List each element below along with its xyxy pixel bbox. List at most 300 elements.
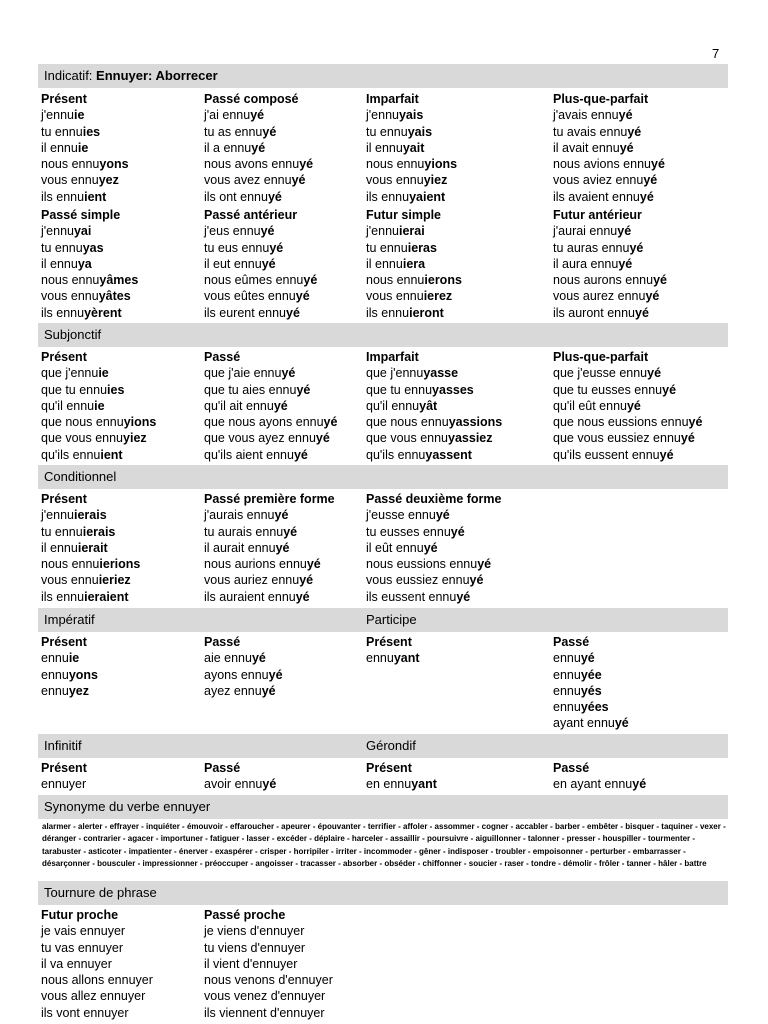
- conjugation-ending: yé: [293, 447, 308, 462]
- conjugation-line: [204, 1005, 333, 1021]
- conjugation-ending: yas: [82, 240, 104, 255]
- conjugation-stem: ennu: [553, 651, 581, 666]
- conjugation-line: [204, 507, 335, 523]
- conjugation-ending: yé: [618, 256, 633, 271]
- conjugation-line: [41, 382, 156, 398]
- conjugation-ending: yé: [477, 557, 492, 572]
- conjugation-line: [366, 189, 457, 205]
- conjugation-stem: vous avez ennu: [204, 173, 292, 188]
- conjugation-line: [41, 683, 98, 699]
- conjugation-ending: yé: [262, 777, 277, 792]
- conjugation-ending: yant: [393, 651, 420, 666]
- conjugation-ending: yé: [315, 431, 330, 446]
- conjugation-stem: il ennu: [41, 256, 78, 271]
- conjugation-line: [553, 107, 665, 123]
- conjugation-ending: yé: [688, 415, 703, 430]
- conjugation-stem: vous ennu: [366, 173, 424, 188]
- conjugation-ending: ierait: [77, 540, 108, 555]
- conjugation-line: [41, 365, 156, 381]
- conjugation-line: [41, 556, 140, 572]
- conjugation-stem: ennu: [41, 651, 69, 666]
- indicatif-futur-simple: [366, 207, 462, 321]
- conjugation-line: [204, 940, 333, 956]
- conjugation-stem: nous ennu: [41, 157, 100, 172]
- conjugation-line: [41, 667, 98, 683]
- conjugation-ending: yé: [653, 273, 667, 288]
- conjugation-stem: il ennu: [366, 256, 403, 271]
- conjugation-line: [41, 507, 140, 523]
- indicatif-present: [41, 91, 129, 205]
- conjugation-ending: yé: [635, 305, 649, 320]
- conjugation-ending: yé: [323, 415, 338, 430]
- conjugation-line: [366, 398, 502, 414]
- conjugation-stem: nous aurons ennu: [553, 273, 654, 288]
- conjugation-line: [553, 430, 702, 446]
- tense-title: Plus-que-parfait: [553, 350, 649, 364]
- conjugation-ending: yées: [580, 700, 609, 715]
- conjugation-line: [204, 988, 333, 1004]
- conjugation-line: [204, 272, 317, 288]
- conjugation-line: [366, 124, 457, 140]
- page-number: 7: [712, 46, 720, 61]
- conjugation-ending: yez: [98, 173, 119, 188]
- infinitif-passe: [204, 760, 276, 793]
- conjugation-stem: ennu: [41, 683, 69, 698]
- conjugation-line: [204, 288, 317, 304]
- conjugation-ending: yât: [419, 398, 438, 413]
- conjugation-stem: que vous eussiez ennu: [553, 431, 681, 446]
- conjugation-stem: que nous ayons ennu: [204, 415, 324, 430]
- conjugation-ending: yé: [303, 273, 318, 288]
- conjugation-line: [41, 140, 129, 156]
- conjugation-ending: yé: [291, 173, 306, 188]
- conjugation-stem: j'eusse ennu: [366, 508, 436, 523]
- conjugation-line: [41, 430, 156, 446]
- indicatif-imparfait: [366, 91, 457, 205]
- conjugation-stem: j'avais ennu: [553, 108, 619, 123]
- conjugation-stem: que tu eusses ennu: [553, 382, 663, 397]
- section-band-imperatif-participe: [38, 608, 728, 632]
- conjugation-ending: yiez: [423, 173, 448, 188]
- conjugation-line: [366, 256, 462, 272]
- conjugation-ending: yiez: [123, 431, 147, 446]
- conjugation-ending: yé: [469, 573, 484, 588]
- conjugation-stem: vous aviez ennu: [553, 173, 644, 188]
- conjugation-line: [204, 223, 317, 239]
- conjugation-line: [204, 524, 335, 540]
- conjugation-line: [41, 650, 98, 666]
- conjugation-line: [204, 776, 276, 792]
- conjugation-stem: ils auraient ennu: [204, 589, 296, 604]
- indicatif-passe-simple: [41, 207, 138, 321]
- conjugation-ending: yé: [423, 540, 438, 555]
- conjugation-line: [41, 288, 138, 304]
- conjugation-line: [553, 156, 665, 172]
- tense-title: Passé: [204, 350, 241, 364]
- section-label-imperatif: Impératif: [44, 612, 95, 627]
- conjugation-ending: yé: [629, 240, 644, 255]
- conjugation-stem: j'aurai ennu: [553, 224, 618, 239]
- conjugation-stem: ils ennu: [366, 189, 410, 204]
- conjugation-stem: ennu: [553, 683, 581, 698]
- conjugation-stem: qu'ils ennu: [41, 447, 101, 462]
- conjugation-ending: ierais: [82, 524, 116, 539]
- conjugation-ending: yé: [306, 557, 321, 572]
- conjugation-ending: yé: [627, 124, 642, 139]
- conjugation-ending: yait: [402, 140, 425, 155]
- conjugation-ending: yé: [662, 382, 677, 397]
- section-band-conditionnel: [38, 465, 728, 489]
- conjugation-stem: que tu aies ennu: [204, 382, 297, 397]
- conjugation-line: [204, 382, 337, 398]
- conjugation-ending: yé: [286, 305, 300, 320]
- conjugation-line: [553, 382, 702, 398]
- conjugation-ending: yé: [261, 256, 276, 271]
- conjugation-line: [553, 140, 665, 156]
- conjugation-ending: yé: [647, 366, 662, 381]
- conjugation-stem: tu vas ennuyer: [41, 940, 123, 955]
- conjugation-ending: ieras: [407, 240, 437, 255]
- conjugation-ending: ieriez: [98, 573, 131, 588]
- section-band-subjonctif: [38, 323, 728, 347]
- conjugation-line: [366, 524, 502, 540]
- indicatif-passe-anterieur: [204, 207, 317, 321]
- tense-title: Passé: [553, 635, 590, 649]
- conjugation-ending: yé: [680, 431, 695, 446]
- conjugation-stem: qu'ils aient ennu: [204, 447, 294, 462]
- subjonctif-passe: [204, 349, 337, 463]
- indicatif-futur-anterieur: [553, 207, 667, 321]
- conjugation-line: [553, 667, 629, 683]
- tense-title: Présent: [366, 635, 412, 649]
- conjugation-stem: tu ennu: [41, 240, 83, 255]
- conjugation-line: [204, 447, 337, 463]
- gerondif-present: [366, 760, 437, 793]
- conjugation-ending: ierai: [398, 224, 425, 239]
- tense-title: Passé première forme: [204, 492, 335, 506]
- subjonctif-present: [41, 349, 156, 463]
- conjugation-stem: j'aurais ennu: [204, 508, 275, 523]
- conjugation-line: [553, 414, 702, 430]
- tense-title: Présent: [41, 635, 87, 649]
- tense-title: Futur simple: [366, 208, 442, 222]
- conjugation-line: [41, 189, 129, 205]
- conjugation-stem: tu ennu: [41, 124, 83, 139]
- conjugation-line: [366, 365, 502, 381]
- imperatif-passe: [204, 634, 283, 699]
- conjugation-stem: je vais ennuyer: [41, 924, 126, 939]
- conjugation-ending: yé: [296, 382, 311, 397]
- section-label-tournure: Tournure de phrase: [44, 885, 157, 900]
- section-label-conditionnel: Conditionnel: [44, 469, 117, 484]
- conjugation-line: [41, 972, 153, 988]
- conjugation-line: [204, 398, 337, 414]
- tense-title: Plus-que-parfait: [553, 92, 649, 106]
- conjugation-line: [204, 972, 333, 988]
- conjugation-stem: j'ennu: [366, 108, 399, 123]
- conjugation-stem: ennu: [553, 667, 581, 682]
- conjugation-stem: que tu ennu: [366, 382, 433, 397]
- conjugation-line: [204, 956, 333, 972]
- conjugation-stem: j'ennu: [41, 108, 74, 123]
- conjugation-stem: tu auras ennu: [553, 240, 630, 255]
- conjugation-stem: ennu: [553, 700, 581, 715]
- section-band-infinitif-gerondif: [38, 734, 728, 758]
- tense-title: Passé: [204, 761, 241, 775]
- conjugation-ending: yé: [643, 173, 658, 188]
- indicatif-passe-compose: [204, 91, 313, 205]
- conjugation-stem: en ayant ennu: [553, 777, 633, 792]
- conjugation-line: [41, 256, 138, 272]
- conjugation-ending: yasse: [423, 366, 459, 381]
- conjugation-ending: ies: [107, 382, 125, 397]
- conjugation-stem: vous allez ennuyer: [41, 989, 146, 1004]
- tense-title: Passé: [553, 761, 590, 775]
- conjugation-ending: yés: [580, 683, 602, 698]
- conjugation-ending: ie: [77, 140, 89, 155]
- conjugation-line: [204, 189, 313, 205]
- tournure-passe-proche: [204, 907, 333, 1021]
- conjugation-ending: yé: [268, 667, 283, 682]
- conjugation-line: [41, 988, 153, 1004]
- conjugation-line: [366, 240, 462, 256]
- section-label-synonymes: Synonyme du verbe ennuyer: [44, 799, 211, 814]
- conjugation-stem: que j'ennu: [366, 366, 424, 381]
- subjonctif-imparfait: [366, 349, 502, 463]
- conjugation-stem: que vous ennu: [41, 431, 124, 446]
- tense-title: Imparfait: [366, 92, 419, 106]
- conjugation-stem: vous auriez ennu: [204, 573, 300, 588]
- subjonctif-plus-que-parfait: [553, 349, 702, 463]
- conjugation-line: [366, 223, 462, 239]
- conjugation-stem: il ennu: [41, 140, 78, 155]
- tense-title: Passé antérieur: [204, 208, 298, 222]
- conjugation-stem: j'ennu: [366, 224, 399, 239]
- conjugation-ending: yé: [261, 683, 276, 698]
- conjugation-stem: avoir ennu: [204, 777, 263, 792]
- conjugation-line: [204, 140, 313, 156]
- conjugation-ending: yant: [411, 777, 437, 792]
- conjugation-line: [553, 256, 667, 272]
- conjugation-ending: yé: [262, 124, 277, 139]
- conjugation-stem: qu'ils ennu: [366, 447, 426, 462]
- conjugation-line: [366, 589, 502, 605]
- section-band-indicatif: [38, 64, 728, 88]
- tense-title: Futur proche: [41, 908, 119, 922]
- conjugation-line: [41, 956, 153, 972]
- conjugation-ending: yé: [619, 140, 634, 155]
- conjugation-stem: nous ennu: [366, 157, 425, 172]
- conjugation-ending: yé: [299, 157, 314, 172]
- conjugation-line: [553, 223, 667, 239]
- conjugation-line: [41, 107, 129, 123]
- conjugation-line: [204, 683, 283, 699]
- conditionnel-passe-deuxieme: [366, 491, 502, 605]
- conjugation-line: [204, 124, 313, 140]
- conjugation-ending: yé: [274, 508, 289, 523]
- conjugation-stem: ils ont ennu: [204, 189, 268, 204]
- conjugation-line: [41, 923, 153, 939]
- conjugation-ending: ient: [84, 189, 107, 204]
- conjugation-line: [41, 1005, 153, 1021]
- conjugation-stem: tu as ennu: [204, 124, 263, 139]
- conjugation-ending: yasses: [432, 382, 474, 397]
- conjugation-line: [41, 540, 140, 556]
- conjugation-line: [366, 382, 502, 398]
- conjugation-stem: tu ennu: [366, 240, 408, 255]
- conjugation-line: [366, 572, 502, 588]
- conjugation-stem: nous eussions ennu: [366, 557, 478, 572]
- conjugation-ending: iera: [402, 256, 426, 271]
- conjugation-stem: nous ennu: [366, 273, 425, 288]
- conjugation-stem: il avait ennu: [553, 140, 620, 155]
- conjugation-ending: yé: [639, 189, 654, 204]
- conjugation-stem: vous ennu: [41, 289, 99, 304]
- tense-title: Passé: [204, 635, 241, 649]
- conjugation-ending: yé: [275, 540, 290, 555]
- conjugation-ending: yé: [283, 524, 298, 539]
- conjugation-stem: ils eussent ennu: [366, 589, 457, 604]
- conjugation-stem: nous aurions ennu: [204, 557, 307, 572]
- conjugation-ending: ies: [82, 124, 101, 139]
- conjugation-ending: ie: [94, 398, 105, 413]
- tense-title: Passé composé: [204, 92, 299, 106]
- conjugation-line: [204, 430, 337, 446]
- conjugation-line: [366, 140, 457, 156]
- tense-title: Présent: [41, 492, 87, 506]
- conjugation-ending: yé: [250, 108, 265, 123]
- section-label-subjonctif: Subjonctif: [44, 327, 102, 342]
- conjugation-line: [204, 107, 313, 123]
- conjugation-ending: yé: [295, 289, 310, 304]
- conjugation-ending: yions: [123, 415, 157, 430]
- conditionnel-present: [41, 491, 140, 605]
- conjugation-stem: tu ennu: [366, 124, 408, 139]
- conjugation-line: [204, 556, 335, 572]
- conjugation-line: [553, 365, 702, 381]
- conjugation-stem: tu aurais ennu: [204, 524, 284, 539]
- conjugation-stem: ennu: [41, 667, 69, 682]
- conjugation-line: [553, 776, 646, 792]
- gerondif-passe: [553, 760, 646, 793]
- conjugation-stem: il va ennuyer: [41, 956, 112, 971]
- conjugation-line: [41, 223, 138, 239]
- infinitif-present: [41, 760, 87, 793]
- tense-title: Imparfait: [366, 350, 419, 364]
- conjugation-stem: je viens d'ennuyer: [204, 924, 305, 939]
- conjugation-ending: yez: [68, 683, 89, 698]
- conjugation-ending: yons: [68, 667, 98, 682]
- conjugation-ending: ie: [68, 651, 80, 666]
- conjugation-stem: ils auront ennu: [553, 305, 636, 320]
- conjugation-ending: yé: [251, 140, 266, 155]
- conjugation-ending: ie: [73, 108, 85, 123]
- conjugation-line: [366, 172, 457, 188]
- conjugation-ending: yé: [450, 524, 465, 539]
- conjugation-line: [366, 107, 457, 123]
- conjugation-line: [41, 776, 87, 792]
- conjugation-ending: yions: [424, 157, 458, 172]
- conjugation-stem: qu'ils eussent ennu: [553, 447, 660, 462]
- conjugation-stem: j'ai ennu: [204, 108, 251, 123]
- conjugation-stem: tu ennu: [41, 524, 83, 539]
- conjugation-stem: que nous ennu: [366, 415, 449, 430]
- conjugation-ending: yâmes: [99, 273, 139, 288]
- conjugation-stem: ils ennu: [41, 305, 85, 320]
- conjugation-ending: yé: [645, 289, 660, 304]
- conjugation-ending: yé: [435, 508, 450, 523]
- conjugation-ending: ierions: [99, 557, 141, 572]
- conjugation-line: [41, 124, 129, 140]
- conjugation-line: [553, 172, 665, 188]
- conjugation-line: [41, 272, 138, 288]
- conjugation-stem: ennuyer: [41, 777, 87, 792]
- conjugation-stem: en ennu: [366, 777, 412, 792]
- conjugation-stem: il eut ennu: [204, 256, 262, 271]
- conjugation-ending: yèrent: [84, 305, 122, 320]
- conjugation-stem: vous eûtes ennu: [204, 289, 296, 304]
- conjugation-line: [41, 414, 156, 430]
- conjugation-stem: ils vont ennuyer: [41, 1005, 129, 1020]
- conjugation-stem: ennu: [366, 651, 394, 666]
- conjugation-ending: yons: [99, 157, 129, 172]
- conjugation-stem: vous aurez ennu: [553, 289, 646, 304]
- conjugation-ending: yé: [295, 589, 310, 604]
- conjugation-line: [41, 447, 156, 463]
- conjugation-stem: que tu ennu: [41, 382, 108, 397]
- conjugation-line: [41, 589, 140, 605]
- conjugation-stem: il ennu: [366, 140, 403, 155]
- conjugation-line: [41, 305, 138, 321]
- conjugation-stem: vous ennu: [366, 289, 424, 304]
- conjugation-stem: que j'aie ennu: [204, 366, 282, 381]
- conjugation-line: [366, 272, 462, 288]
- conjugation-stem: nous ennu: [41, 273, 100, 288]
- conjugation-stem: il a ennu: [204, 140, 252, 155]
- conjugation-stem: nous ennu: [41, 557, 100, 572]
- conjugation-stem: tu viens d'ennuyer: [204, 940, 306, 955]
- conjugation-stem: que nous ennu: [41, 415, 124, 430]
- conjugation-line: [41, 940, 153, 956]
- conjugation-stem: vous ennu: [41, 173, 99, 188]
- conjugation-line: [553, 650, 629, 666]
- conjugation-line: [553, 699, 629, 715]
- conjugation-line: [204, 172, 313, 188]
- conjugation-stem: ils ennu: [41, 189, 85, 204]
- conjugation-stem: qu'il ennu: [366, 398, 420, 413]
- section-band-synonymes: [38, 795, 728, 819]
- conjugation-line: [366, 447, 502, 463]
- conjugation-line: [204, 240, 317, 256]
- conjugation-line: [553, 683, 629, 699]
- conjugation-stem: qu'il ait ennu: [204, 398, 274, 413]
- indicatif-plus-que-parfait: [553, 91, 665, 205]
- conjugation-line: [204, 589, 335, 605]
- conjugation-stem: que vous ayez ennu: [204, 431, 316, 446]
- conjugation-stem: ayons ennu: [204, 667, 269, 682]
- tense-title: Passé proche: [204, 908, 286, 922]
- conjugation-stem: vous ennu: [41, 573, 99, 588]
- conjugation-line: [366, 776, 437, 792]
- conjugation-line: [553, 447, 702, 463]
- conjugation-ending: yé: [580, 651, 595, 666]
- conjugation-stem: nous eûmes ennu: [204, 273, 304, 288]
- tense-title: Présent: [41, 92, 87, 106]
- conjugation-line: [366, 540, 502, 556]
- conjugation-stem: que j'ennu: [41, 366, 99, 381]
- conjugation-ending: yassent: [425, 447, 472, 462]
- conjugation-stem: tu eus ennu: [204, 240, 270, 255]
